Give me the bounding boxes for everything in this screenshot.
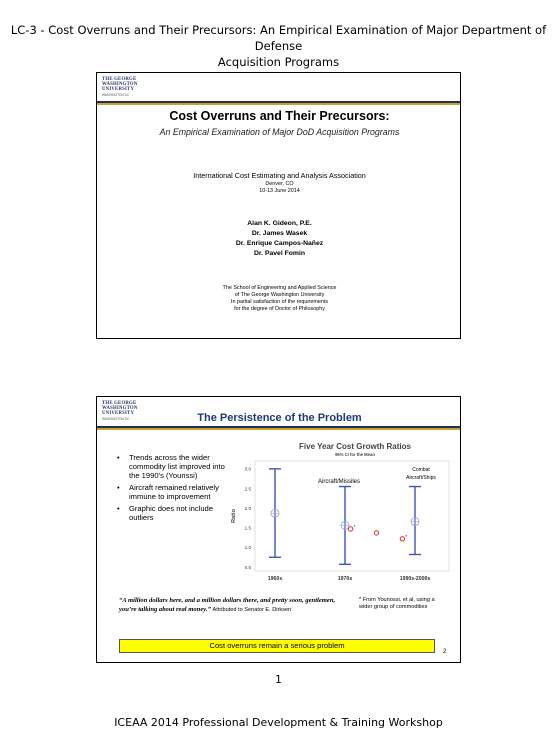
conference-location: Denver, CO (265, 181, 294, 187)
logo-line-1: THE GEORGE (102, 401, 137, 406)
x-axis-ticks (268, 576, 431, 582)
logo-line-1: THE GEORGE (102, 77, 137, 82)
slide-2 (96, 396, 461, 663)
y-tick-label: 0.5 (244, 564, 251, 570)
bullet-item: • Trends across the wider commodity list improved into the 1990’s (Younssi) (117, 453, 235, 480)
school-line-2: of The George Washington University (234, 292, 325, 298)
chart-title: Five Year Cost Growth Ratios (299, 442, 411, 451)
page-header-line-1: LC-3 - Cost Overruns and Their Precursors: An Empirical Examination of Major Department of Defense (10, 23, 547, 53)
bullet-item: • Graphic does not include outliers (117, 504, 235, 522)
school-line-3: In partial satisfaction of the requirements (230, 299, 329, 305)
y-axis-ticks (245, 467, 252, 570)
slide-1-title: Cost Overruns and Their Precursors: (169, 109, 390, 123)
conference-name: International Cost Estimating and Analysis Association (193, 171, 366, 180)
page-header-line-2: Acquisition Programs (217, 55, 340, 69)
slide-number: 2 (443, 649, 447, 655)
header-rule-gold (97, 428, 461, 430)
quote-attribution: Attributed to Senator E. Dirksen (212, 606, 292, 613)
quote-text: “A million dollars here, and a million dollars there, and pretty soon, gentlemen, you’re talking about real money.” (119, 597, 336, 613)
x-tick-label: 1960s (267, 576, 283, 582)
slide-1 (96, 72, 461, 339)
university-logo (102, 77, 142, 98)
author-3: Dr. Enrique Campos-Nañez (235, 240, 324, 247)
y-tick-label: 2.5 (244, 486, 251, 492)
y-tick-label: 3.0 (244, 466, 251, 472)
annotation-combat-line-2: Aircraft/Ships (406, 475, 436, 481)
author-1: Alan K. Gideon, P.E. (247, 220, 312, 227)
author-4: Dr. Pavel Fomin (254, 250, 305, 257)
y-tick-label: 2.0 (244, 505, 251, 511)
school-line-4: for the degree of Doctor of Philosophy (234, 306, 325, 312)
page-header (0, 22, 557, 70)
slide-2-title: The Persistence of the Problem (197, 412, 362, 424)
logo-line-4: WASHINGTON DC (102, 416, 130, 421)
outlier-asterisk: * (405, 533, 408, 539)
annotation-combat-line-1: Combat (412, 467, 430, 473)
header-rule-gold (97, 103, 461, 105)
logo-line-2: WASHINGTON (102, 406, 138, 412)
page-footer: ICEAA 2014 Professional Development & Training Workshop (114, 716, 443, 729)
logo-line-2: WASHINGTON (102, 82, 138, 88)
annotation-aircraft-missiles: Aircraft/Missiles (317, 479, 361, 485)
page-number: 1 (275, 674, 282, 686)
younossi-footnote: * From Younossi, et al, using a wider group of commodities (359, 597, 435, 611)
y-tick-label: 1.0 (244, 545, 251, 551)
outlier-asterisk: * (353, 523, 356, 529)
slide-1-subtitle: An Empirical Examination of Major DoD Acquisition Programs (159, 127, 400, 137)
school-line-1: The School of Engineering and Applied Science (222, 285, 337, 291)
chart-subtitle: 95% CI for the Mean (335, 452, 375, 457)
y-tick-label: 1.5 (244, 525, 251, 531)
logo-line-4: WASHINGTON DC (102, 92, 130, 97)
bullet-item: • Aircraft remained relatively immune to improvement (117, 483, 235, 501)
cost-growth-chart (227, 437, 452, 592)
logo-line-3: UNIVERSITY (102, 411, 135, 417)
x-tick-label: 1990s-2000s (399, 576, 431, 582)
x-tick-label: 1970s (337, 576, 353, 582)
dirksen-quote (119, 597, 347, 615)
conclusion-banner: Cost overruns remain a serious problem (119, 639, 435, 653)
author-2: Dr. James Wasek (251, 230, 308, 237)
conference-dates: 10-13 June 2014 (259, 188, 300, 194)
bullet-list (117, 453, 235, 525)
y-axis-label: Ratio (231, 509, 237, 523)
logo-line-3: UNIVERSITY (102, 87, 135, 93)
